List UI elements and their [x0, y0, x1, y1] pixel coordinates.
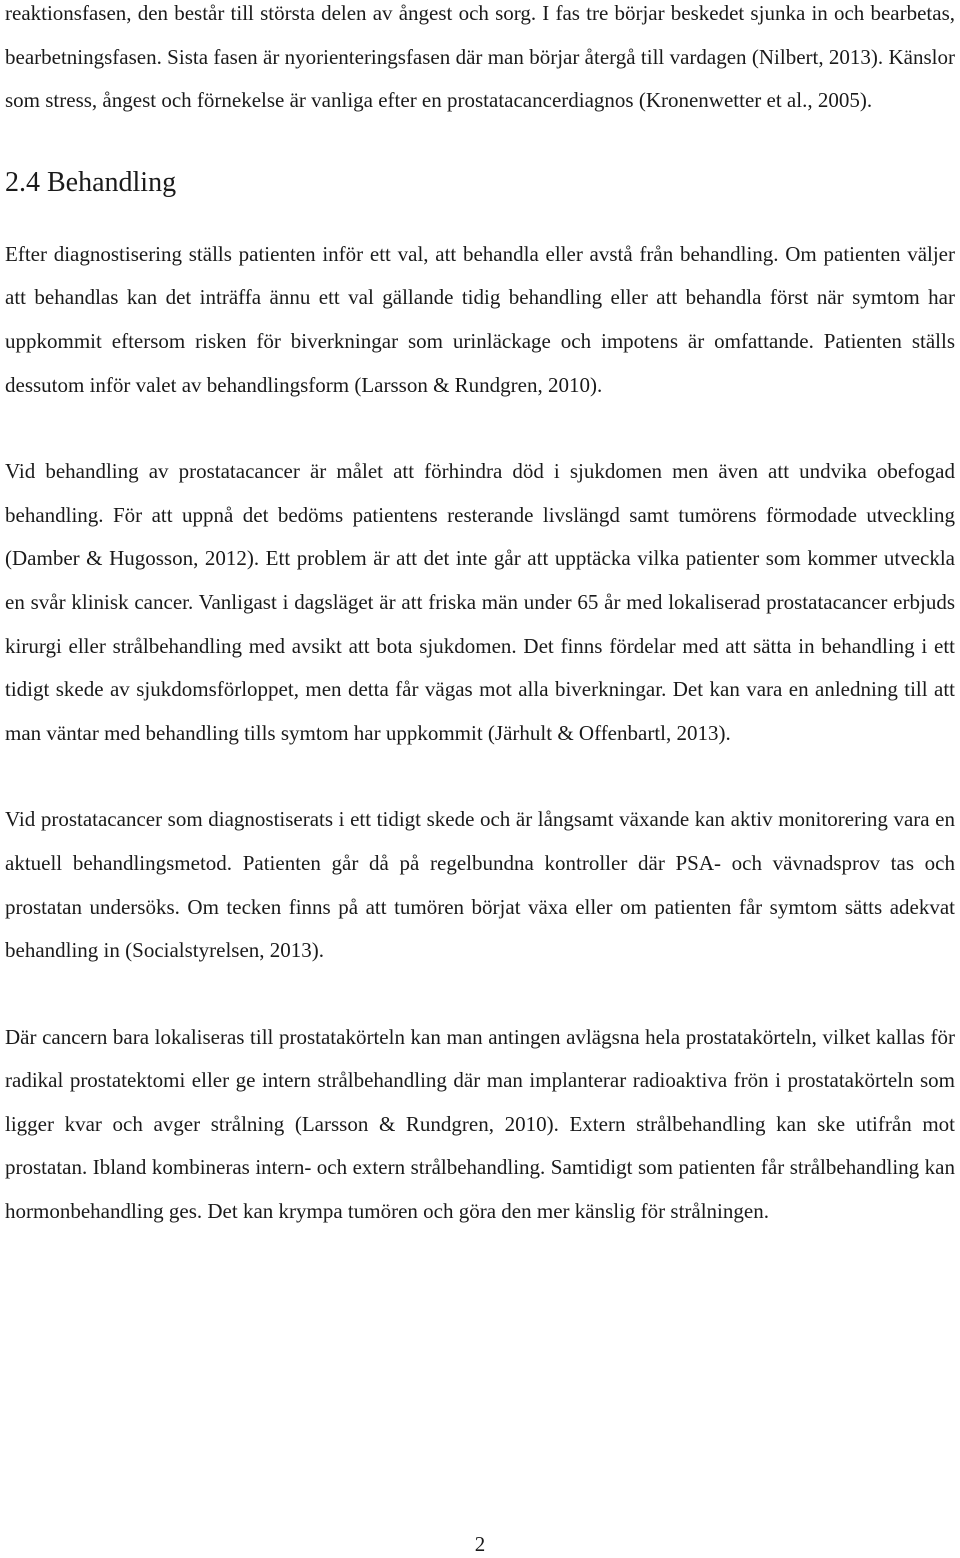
paragraph-prostatectomy-radiation: Där cancern bara lokaliseras till prostatakörteln kan man antingen avlägsna hela prostatakörteln, vilket kallas för radikal prostatektomi eller ge intern strålbehandling där man implanterar radioaktiva frön i prostatakörteln som ligger kvar och avger strålning (Larsson & Rundgren, 2010). Extern strålbehandling kan ske utifrån mot prostatan. Ibland kombineras intern- och extern strålbehandling. Samtidigt som patienten får strålbehandling kan hormonbehandling ges. Det kan krympa tumören och göra den mer känslig för strålningen.	[5, 1024, 955, 1224]
paragraph-active-monitoring: Vid prostatacancer som diagnostiserats i ett tidigt skede och är långsamt växande kan aktiv monitorering vara en aktuell behandlingsmetod. Patienten går då på regelbundna kontroller där PSA- och vävnadsprov tas och prostatan undersöks. Om tecken finns på att tumören börjat växa eller om patienten får symtom sätts adekvat behandling in (Socialstyrelsen, 2013).	[5, 807, 955, 963]
paragraph-treatment-choice: Efter diagnostisering ställs patienten inför ett val, att behandla eller avstå från behandling. Om patienten väljer att behandlas kan det inträffa ännu ett val gällande tidig behandling eller att behandla först när symtom har uppkommit eftersom risken för biverkningar som urinläckage och impotens är omfattande. Patienten ställs dessutom inför valet av behandlingsform (Larsson & Rundgren, 2010).	[5, 241, 955, 397]
section-heading: 2.4 Behandling	[5, 166, 177, 198]
intro-paragraph: reaktionsfasen, den består till största delen av ångest och sorg. I fas tre börjar beskedet sjunka in och bearbetas, bearbetningsfasen. Sista fasen är nyorienteringsfasen där man börjar återgå till vardagen (Nilbert, 2013). Känslor som stress, ångest och förnekelse är vanliga efter en prostatacancerdiagnos (Kronenwetter et al., 2005).	[5, 1, 955, 113]
paragraph-treatment-goal: Vid behandling av prostatacancer är målet att förhindra död i sjukdomen men även att undvika obefogad behandling. För att uppnå det bedöms patientens resterande livslängd samt tumörens förmodade utveckling (Damber & Hugosson, 2012). Ett problem är att det inte går att upptäcka vilka patienter som kommer utveckla en svår klinisk cancer. Vanligast i dagsläget är att friska män under 65 år med lokaliserad prostatacancer erbjuds kirurgi eller strålbehandling med avsikt att bota sjukdomen. Det finns fördelar med att sätta in behandling i ett tidigt skede av sjukdomsförloppet, men detta får vägas mot alla biverkningar. Det kan vara en anledning till att man väntar med behandling tills symtom har uppkommit (Järhult & Offenbartl, 2013).	[5, 459, 955, 745]
document-page	[5, 0, 955, 1234]
page-number: 2	[474, 1532, 486, 1556]
